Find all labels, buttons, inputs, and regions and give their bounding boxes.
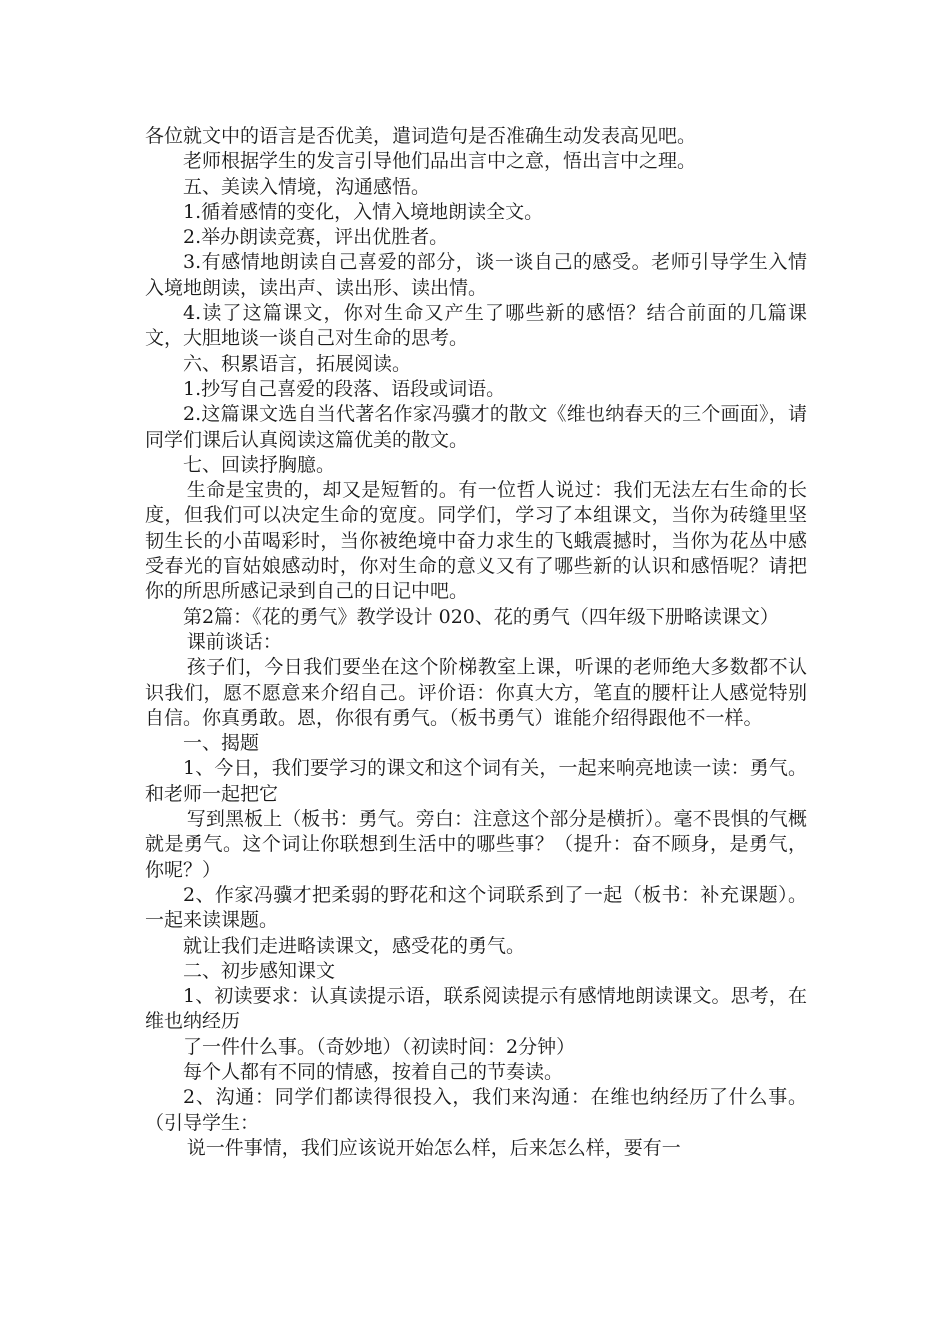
document-body: [145, 124, 807, 1161]
paragraph-18: 写到黑板上（板书：勇气。旁白：注意这个部分是横折）。毫不畏惧的气概就是勇气。这个词让你联想到生活中的哪些事？（提升：奋不顾身，是勇气，你呢？）: [145, 808, 807, 881]
paragraph-4: 1.循着感情的变化，入情入境地朗读全文。: [183, 200, 544, 223]
paragraph-25: 2、沟通：同学们都读得很投入，我们来沟通：在维也纳经历了什么事。（引导学生：: [145, 1086, 807, 1134]
paragraph-19: 2、作家冯骥才把柔弱的野花和这个词联系到了一起（板书：补充课题）。一起来读课题。: [145, 883, 807, 932]
paragraph-1: 各位就文中的语言是否优美，遣词造句是否准确生动发表高见吧。: [145, 125, 697, 147]
paragraph-22: 1、初读要求：认真读提示语，联系阅读提示有感情地朗读课文。思考，在维也纳经历: [145, 985, 807, 1033]
paragraph-9: 1.抄写自己喜爱的段落、语段或词语。: [183, 377, 506, 400]
paragraph-24: 每个人都有不同的情感，按着自己的节奏读。: [183, 1060, 564, 1083]
paragraph-5: 2.举办朗读竞赛，评出优胜者。: [183, 226, 449, 249]
article-2-title: 第2篇：《花的勇气》教学设计 020、花的勇气（四年级下册略读课文）: [183, 605, 779, 628]
paragraph-10: 2.这篇课文选自当代著名作家冯骥才的散文《维也纳春天的三个画面》，请同学们课后认真阅读这篇优美的散文。: [145, 403, 807, 451]
paragraph-20: 就让我们走进略读课文，感受花的勇气。: [183, 934, 526, 957]
paragraph-23: 了一件什么事。（奇妙地）（初读时间：2分钟）: [183, 1035, 576, 1058]
section-heading-6: 六、积累语言，拓展阅读。: [183, 352, 412, 375]
paragraph-14: 课前谈话：: [186, 630, 282, 653]
paragraph-7: 4.读了这篇课文，你对生命又产生了哪些新的感悟？结合前面的几篇课文，大胆地谈一谈自己对生命的思考。: [145, 302, 807, 350]
section-heading-1: 一、揭题: [183, 732, 260, 755]
paragraph-12: 生命是宝贵的，却又是短暂的。有一位哲人说过：我们无法左右生命的长度，但我们可以决定生命的宽度。同学们，学习了本组课文，当你为砖缝里坚韧生长的小苗喝彩时，当你被绝境中奋力求生的飞蛾震撼时，当你为花丛中感受春光的盲姑娘感动时，你对生命的意义又有了哪些新的认识和感悟呢？请把你的所思所感记录到自己的日记中吧。: [145, 479, 807, 603]
paragraph-6: 3.有感情地朗读自己喜爱的部分，谈一谈自己的感受。老师引导学生入情入境地朗读，读出声、读出形、读出情。: [145, 251, 807, 299]
section-heading-5: 五、美读入情境，沟通感悟。: [183, 175, 431, 198]
section-heading-7: 七、回读抒胸臆。: [183, 453, 336, 476]
paragraph-2: 老师根据学生的发言引导他们品出言中之意，悟出言中之理。: [183, 150, 697, 173]
paragraph-15: 孩子们，今日我们要坐在这个阶梯教室上课，听课的老师绝大多数都不认识我们，愿不愿意来介绍自己。评价语：你真大方，笔直的腰杆让人感觉特别自信。你真勇敢。恩，你很有勇气。（板书勇气）谁能介绍得跟他不一样。: [145, 656, 807, 729]
section-heading-2: 二、初步感知课文: [183, 959, 336, 982]
paragraph-17: 1、今日，我们要学习的课文和这个词有关，一起来响亮地读一读：勇气。和老师一起把它: [145, 757, 807, 805]
paragraph-26: 说一件事情，我们应该说开始怎么样，后来怎么样，要有一: [186, 1136, 681, 1159]
